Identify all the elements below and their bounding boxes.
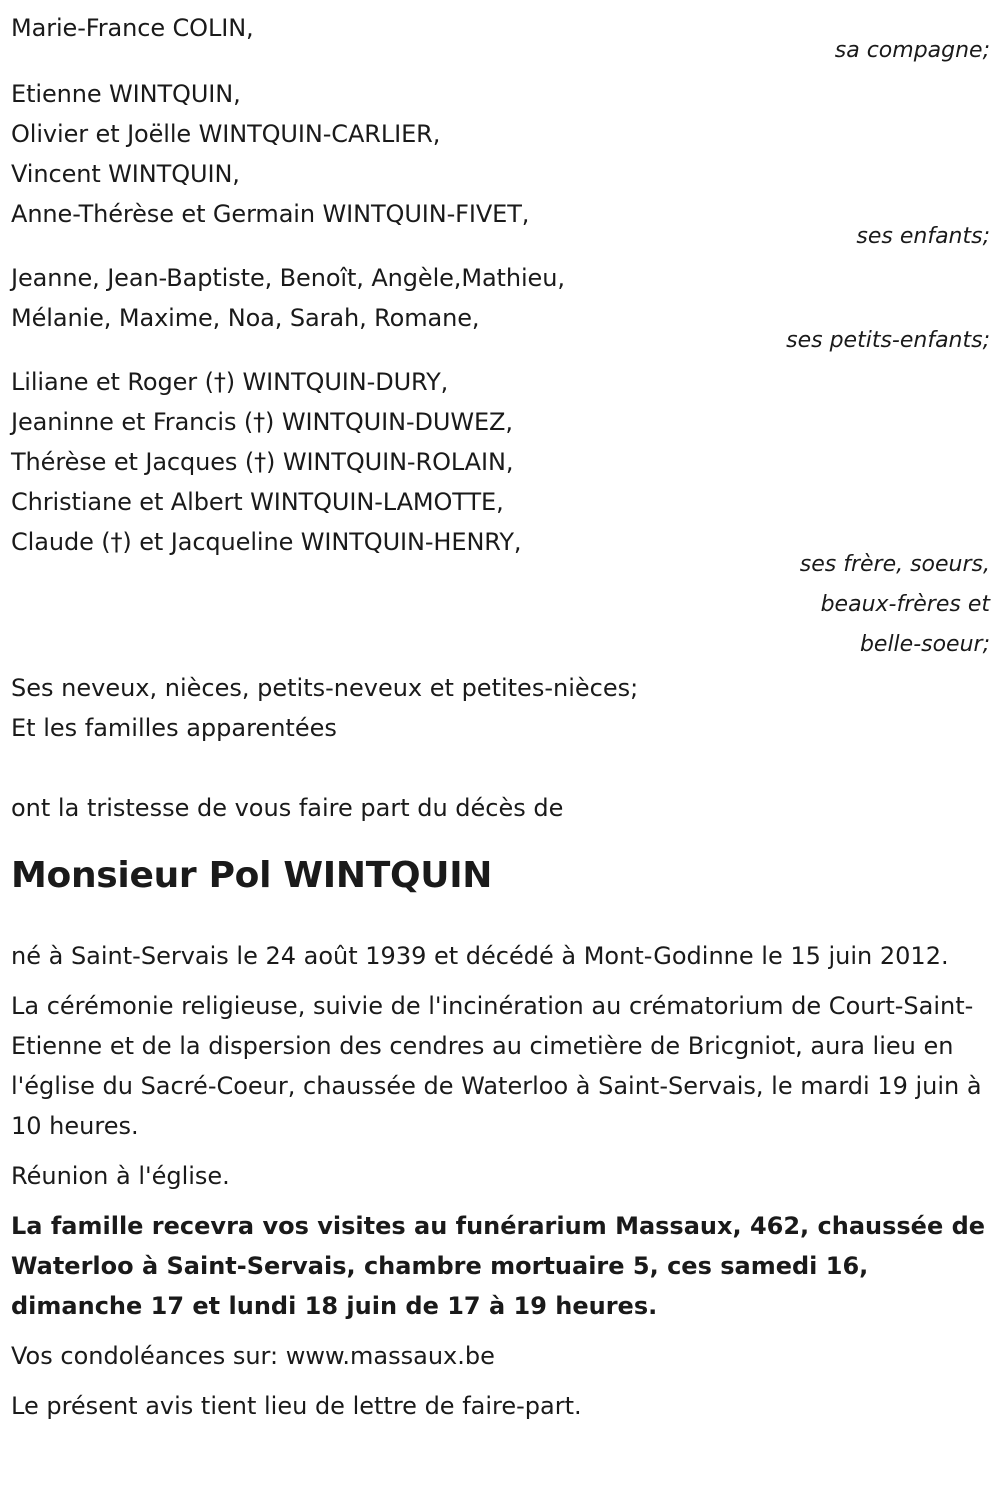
notice-paragraph: Le présent avis tient lieu de lettre de faire-part. (11, 1392, 582, 1420)
sibling-name: Thérèse et Jacques (†) WINTQUIN-ROLAIN, (11, 448, 514, 476)
siblings-group (11, 362, 990, 665)
sibling-name: Liliane et Roger (†) WINTQUIN-DURY, (11, 368, 449, 396)
children-group (11, 74, 990, 257)
child-name: Vincent WINTQUIN, (11, 160, 240, 188)
ceremony-paragraph: La cérémonie religieuse, suivie de l'incinération au crématorium de Court-Saint-Etienne et de la dispersion des cendres au cimetière de Bricgniot, aura lieu en l'église du Sacré-Coeur, chaussée de Waterloo à Saint-Servais, le mardi 19 juin à 10 heures. (11, 992, 982, 1140)
siblings-relation-line: belle-soeur; (859, 632, 990, 657)
extended-family-line: Et les familles apparentées (11, 714, 337, 742)
sibling-name: Claude (†) et Jacqueline WINTQUIN-HENRY, (11, 528, 522, 556)
siblings-relation (11, 545, 990, 665)
condolences-paragraph: Vos condoléances sur: www.massaux.be (11, 1342, 495, 1370)
child-name: Olivier et Joëlle WINTQUIN-CARLIER, (11, 120, 441, 148)
child-name: Etienne WINTQUIN, (11, 80, 241, 108)
birth-death-paragraph: né à Saint-Servais le 24 août 1939 et décédé à Mont-Godinne le 15 juin 2012. (11, 942, 949, 970)
grandchildren-names: Mélanie, Maxime, Noa, Sarah, Romane, (11, 304, 480, 332)
sibling-name: Christiane et Albert WINTQUIN-LAMOTTE, (11, 488, 504, 516)
death-notice (11, 8, 990, 1436)
visits-paragraph: La famille recevra vos visites au funérarium Massaux, 462, chaussée de Waterloo à Saint-Servais, chambre mortuaire 5, ces samedi 16, dimanche 17 et lundi 18 juin de 17 à 19 heures. (11, 1212, 986, 1320)
announcement-text: ont la tristesse de vous faire part du décès de (11, 794, 564, 822)
siblings-relation-line: beaux-frères et (820, 592, 990, 617)
extended-family (11, 668, 990, 748)
grandchildren-group (11, 258, 990, 361)
meeting-paragraph: Réunion à l'église. (11, 1162, 230, 1190)
siblings-relation-line: ses frère, soeurs, (799, 552, 990, 577)
child-name: Anne-Thérèse et Germain WINTQUIN-FIVET, (11, 200, 530, 228)
deceased-name: Monsieur Pol WINTQUIN (11, 855, 493, 896)
children-relation: ses enfants; (856, 224, 990, 249)
partner-relation: sa compagne; (834, 38, 990, 63)
extended-family-line: Ses neveux, nièces, petits-neveux et petites-nièces; (11, 674, 639, 702)
grandchildren-names: Jeanne, Jean-Baptiste, Benoît, Angèle,Mathieu, (11, 264, 565, 292)
grandchildren-relation: ses petits-enfants; (786, 328, 990, 353)
sibling-name: Jeaninne et Francis (†) WINTQUIN-DUWEZ, (11, 408, 513, 436)
partner-group (11, 8, 990, 71)
partner-name: Marie-France COLIN, (11, 14, 254, 42)
